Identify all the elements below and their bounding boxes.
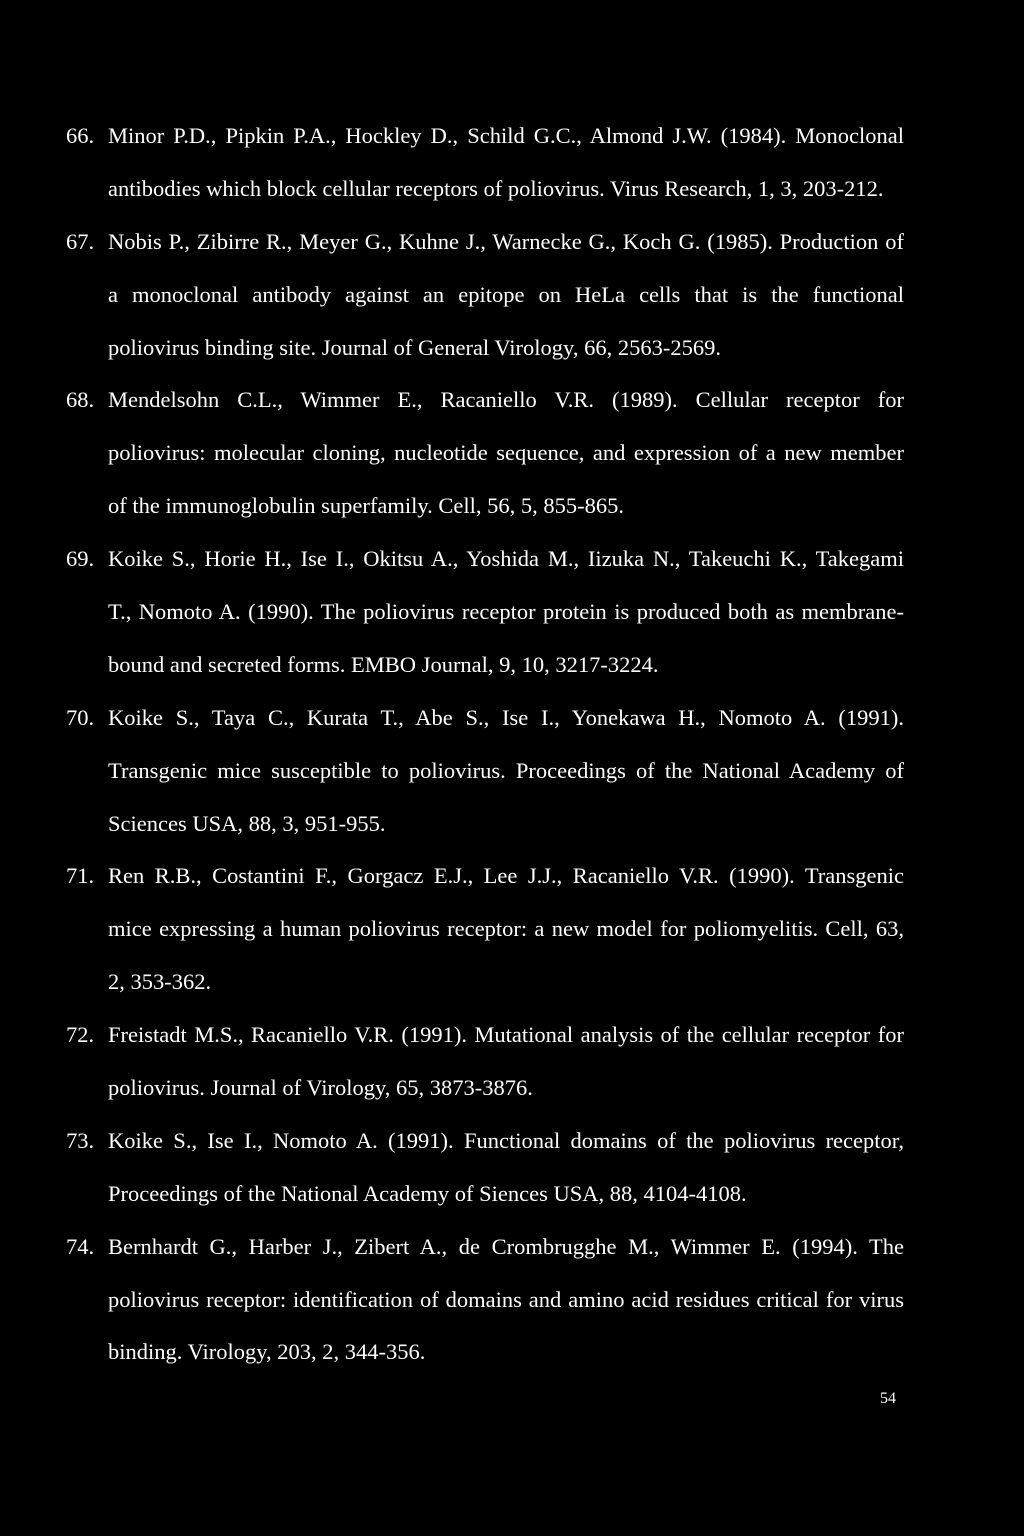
reference-line: Mendelsohn C.L., Wimmer E., Racaniello V.R. (1989). Cellular receptor for [108, 387, 904, 413]
reference-number: 69. [66, 546, 95, 572]
reference-entry [0, 374, 1024, 533]
reference-number: 68. [66, 387, 95, 413]
reference-entry [0, 1115, 1024, 1221]
reference-line: T., Nomoto A. (1990). The poliovirus receptor protein is produced both as membrane- [108, 599, 904, 625]
reference-line: Koike S., Taya C., Kurata T., Abe S., Ise I., Yonekawa H., Nomoto A. (1991). [108, 704, 904, 730]
reference-line: Ren R.B., Costantini F., Gorgacz E.J., Lee J.J., Racaniello V.R. (1990). Transgenic [108, 863, 904, 889]
reference-number: 66. [66, 123, 95, 148]
reference-list [0, 110, 1024, 1379]
reference-entry [0, 850, 1024, 1009]
reference-line: mice expressing a human poliovirus receptor: a new model for poliomyelitis. Cell, 63, [108, 916, 904, 942]
reference-number: 72. [66, 1022, 95, 1048]
reference-text [108, 533, 904, 692]
reference-line: Nobis P., Zibirre R., Meyer G., Kuhne J., Warnecke G., Koch G. (1985). Production of [108, 228, 904, 254]
page-number: 54 [880, 1390, 896, 1407]
reference-text [108, 110, 904, 216]
reference-line: poliovirus: molecular cloning, nucleotide sequence, and expression of a new member [108, 440, 904, 466]
reference-text [108, 692, 904, 851]
reference-entry [0, 110, 1024, 216]
reference-text [108, 216, 904, 375]
reference-line: Proceedings of the National Academy of Siences USA, 88, 4104-4108. [108, 1180, 747, 1206]
reference-line: antibodies which block cellular receptors of poliovirus. Virus Research, 1, 3, 203-212. [108, 175, 884, 201]
reference-line: Freistadt M.S., Racaniello V.R. (1991). Mutational analysis of the cellular receptor for [108, 1022, 904, 1048]
reference-number: 70. [66, 704, 95, 730]
reference-number: 71. [66, 863, 95, 889]
reference-line: a monoclonal antibody against an epitope on HeLa cells that is the functional [108, 281, 904, 307]
reference-line: 2, 353-362. [108, 969, 212, 995]
reference-text [108, 850, 904, 1009]
reference-line: poliovirus receptor: identification of domains and amino acid residues critical for virus [108, 1286, 904, 1312]
reference-line: poliovirus binding site. Journal of General Virology, 66, 2563-2569. [108, 334, 721, 360]
reference-entry [0, 216, 1024, 375]
reference-number: 73. [66, 1127, 95, 1153]
reference-line: Bernhardt G., Harber J., Zibert A., de Crombrugghe M., Wimmer E. (1994). The [108, 1233, 904, 1259]
reference-entry [0, 1221, 1024, 1380]
reference-entry [0, 692, 1024, 851]
reference-line: Minor P.D., Pipkin P.A., Hockley D., Schild G.C., Almond J.W. (1984). Monoclonal [108, 123, 904, 148]
reference-line: of the immunoglobulin superfamily. Cell, 56, 5, 855-865. [108, 493, 624, 519]
reference-text [108, 1009, 904, 1115]
reference-text [108, 374, 904, 533]
reference-text [108, 1221, 904, 1380]
reference-text [108, 1115, 904, 1221]
reference-line: bound and secreted forms. EMBO Journal, 9, 10, 3217-3224. [108, 651, 659, 677]
reference-entry [0, 533, 1024, 692]
reference-line: Koike S., Ise I., Nomoto A. (1991). Functional domains of the poliovirus receptor, [108, 1127, 904, 1153]
reference-number: 74. [66, 1233, 95, 1259]
reference-number: 67. [66, 228, 95, 254]
reference-line: binding. Virology, 203, 2, 344-356. [108, 1339, 426, 1365]
reference-entry [0, 1009, 1024, 1115]
reference-line: Sciences USA, 88, 3, 951-955. [108, 810, 386, 836]
reference-line: Transgenic mice susceptible to poliovirus. Proceedings of the National Academy of [108, 757, 904, 783]
reference-line: poliovirus. Journal of Virology, 65, 3873-3876. [108, 1075, 533, 1101]
reference-line: Koike S., Horie H., Ise I., Okitsu A., Yoshida M., Iizuka N., Takeuchi K., Takegami [108, 546, 904, 572]
